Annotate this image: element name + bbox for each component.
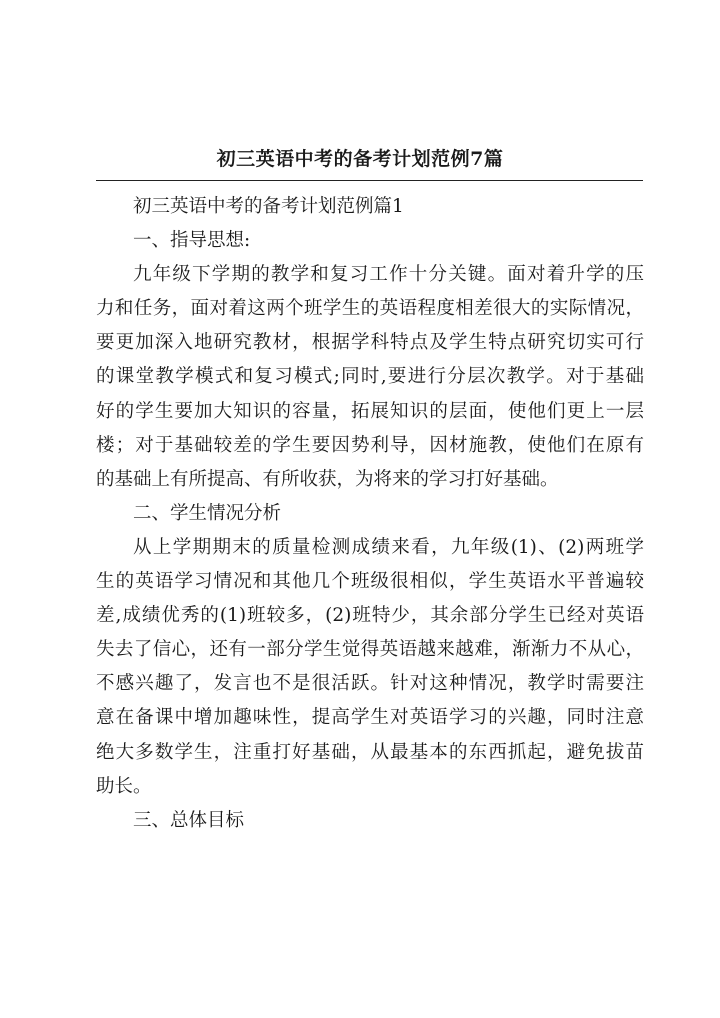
section-heading: 一、指导思想: <box>133 230 251 252</box>
paragraph-line: 意在备课中增加趣味性，提高学生对英语学习的兴趣，同时注意 <box>96 707 644 729</box>
paragraph-line: 力和任务，面对着这两个班学生的英语程度相差很大的实际情况， <box>96 298 644 320</box>
section-heading: 二、学生情况分析 <box>133 502 282 524</box>
paragraph-line: 好的学生要加大知识的容量，拓展知识的层面，使他们更上一层 <box>96 400 644 422</box>
section-heading: 三、总体目标 <box>133 809 245 831</box>
section-heading: 初三英语中考的备考计划范例篇1 <box>133 196 404 217</box>
paragraph-line: 的课堂教学模式和复习模式;同时,要进行分层次教学。对于基础 <box>96 366 644 388</box>
document-body <box>96 190 644 838</box>
paragraph-line: 失去了信心，还有一部分学生觉得英语越来越难，渐渐力不从心， <box>96 639 644 661</box>
title-divider <box>96 180 643 181</box>
paragraph-line: 的基础上有所提高、有所收获，为将来的学习打好基础。 <box>96 468 559 490</box>
paragraph-line: 不感兴趣了，发言也不是很活跃。针对这种情况，教学时需要注 <box>96 673 644 695</box>
paragraph-line: 楼；对于基础较差的学生要因势利导，因材施教，使他们在原有 <box>96 434 644 456</box>
document-title: 初三英语中考的备考计划范例7篇 <box>216 148 504 170</box>
paragraph-line: 要更加深入地研究教材，根据学科特点及学生特点研究切实可行 <box>96 332 644 354</box>
paragraph-line: 生的英语学习情况和其他几个班级很相似，学生英语水平普遍较 <box>96 571 644 593</box>
paragraph-line: 绝大多数学生，注重打好基础，从最基本的东西抓起，避免拔苗 <box>96 741 644 763</box>
paragraph-line: 差,成绩优秀的(1)班较多，(2)班特少，其余部分学生已经对英语 <box>96 605 644 627</box>
paragraph-line: 助长。 <box>96 775 152 797</box>
paragraph-line: 九年级下学期的教学和复习工作十分关键。面对着升学的压 <box>133 264 644 286</box>
paragraph-line: 从上学期期末的质量检测成绩来看，九年级(1)、(2)两班学 <box>133 536 644 558</box>
